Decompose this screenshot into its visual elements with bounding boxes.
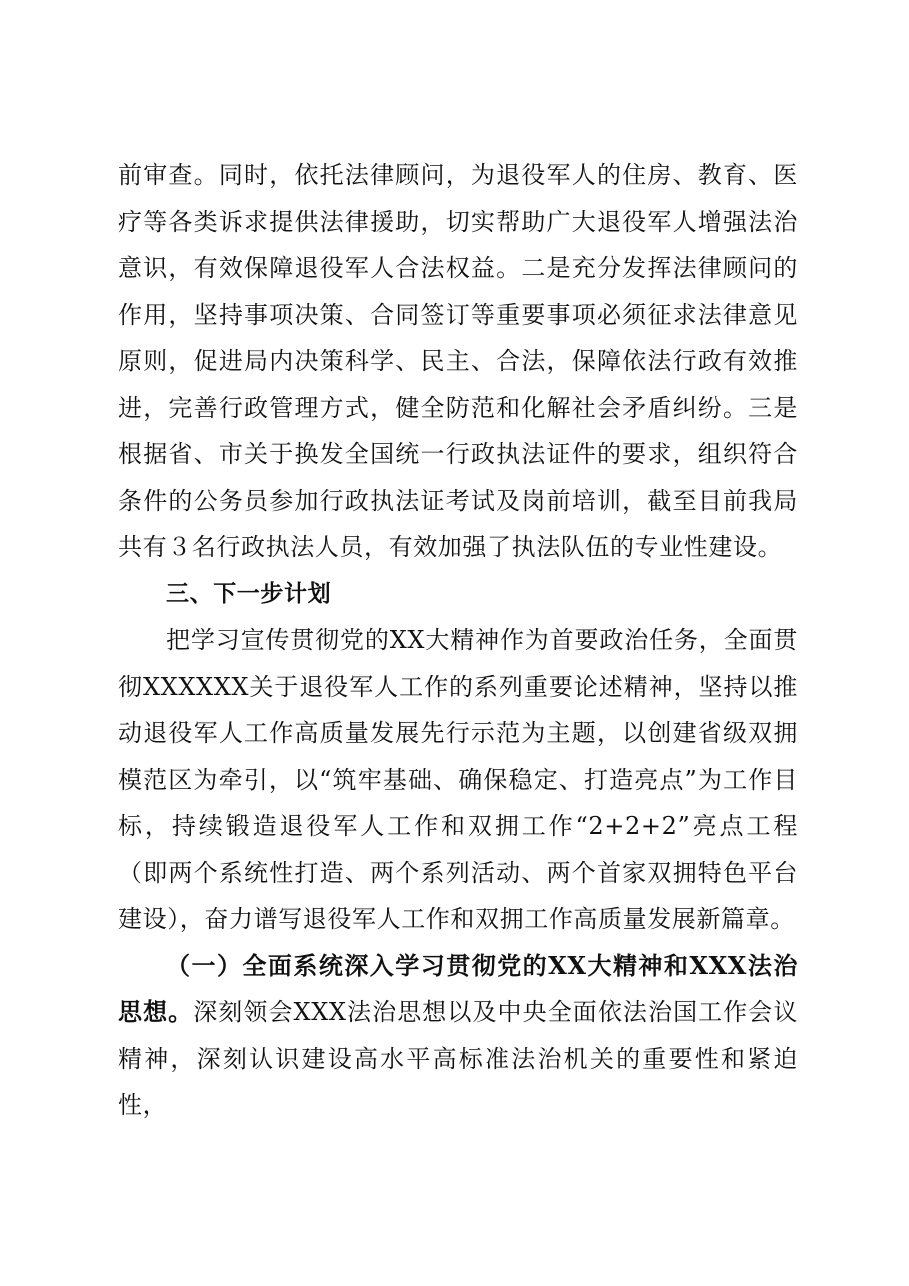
subsection-title: （一）全面系统深入学习贯彻党的XX大精神和XXX法治思想。 — [118, 950, 798, 1026]
document-body — [118, 152, 798, 1129]
subsection-body: 深刻领会XXX法治思想以及中央全面依法治国工作会议精神，深刻认识建设高水平高标准法治机关的重要性和紧迫性， — [118, 998, 798, 1119]
paragraph-plan: 把学习宣传贯彻党的XX大精神作为首要政治任务，全面贯彻XXXXXX关于退役军人工作的系列重要论述精神，坚持以推动退役军人工作高质量发展先行示范为主题，以创建省级双拥模范区为牵引，以“筑牢基础、确保稳定、打造亮点”为工作目标，持续锻造退役军人工作和双拥工作“2+2+2”亮点工程（即两个系统性打造、两个系列活动、两个首家双拥特色平台建设），奋力谱写退役军人工作和双拥工作高质量发展新篇章。 — [118, 626, 798, 933]
paragraph-continued: 前审查。同时，依托法律顾问，为退役军人的住房、教育、医疗等各类诉求提供法律援助，切实帮助广大退役军人增强法治意识，有效保障退役军人合法权益。二是充分发挥法律顾问的作用，坚持事项决策、合同签订等重要事项必须征求法律意见原则，促进局内决策科学、民主、合法，保障依法行政有效推进，完善行政管理方式，健全防范和化解社会矛盾纠纷。三是根据省、市关于换发全国统一行政执法证件的要求，组织符合条件的公务员参加行政执法证考试及岗前培训，截至目前我局共有３名行政执法人员，有效加强了执法队伍的专业性建设。 — [118, 161, 798, 561]
section-heading: 三、下一步计划 — [166, 580, 332, 607]
paragraph-subsection-1 — [118, 943, 798, 1129]
